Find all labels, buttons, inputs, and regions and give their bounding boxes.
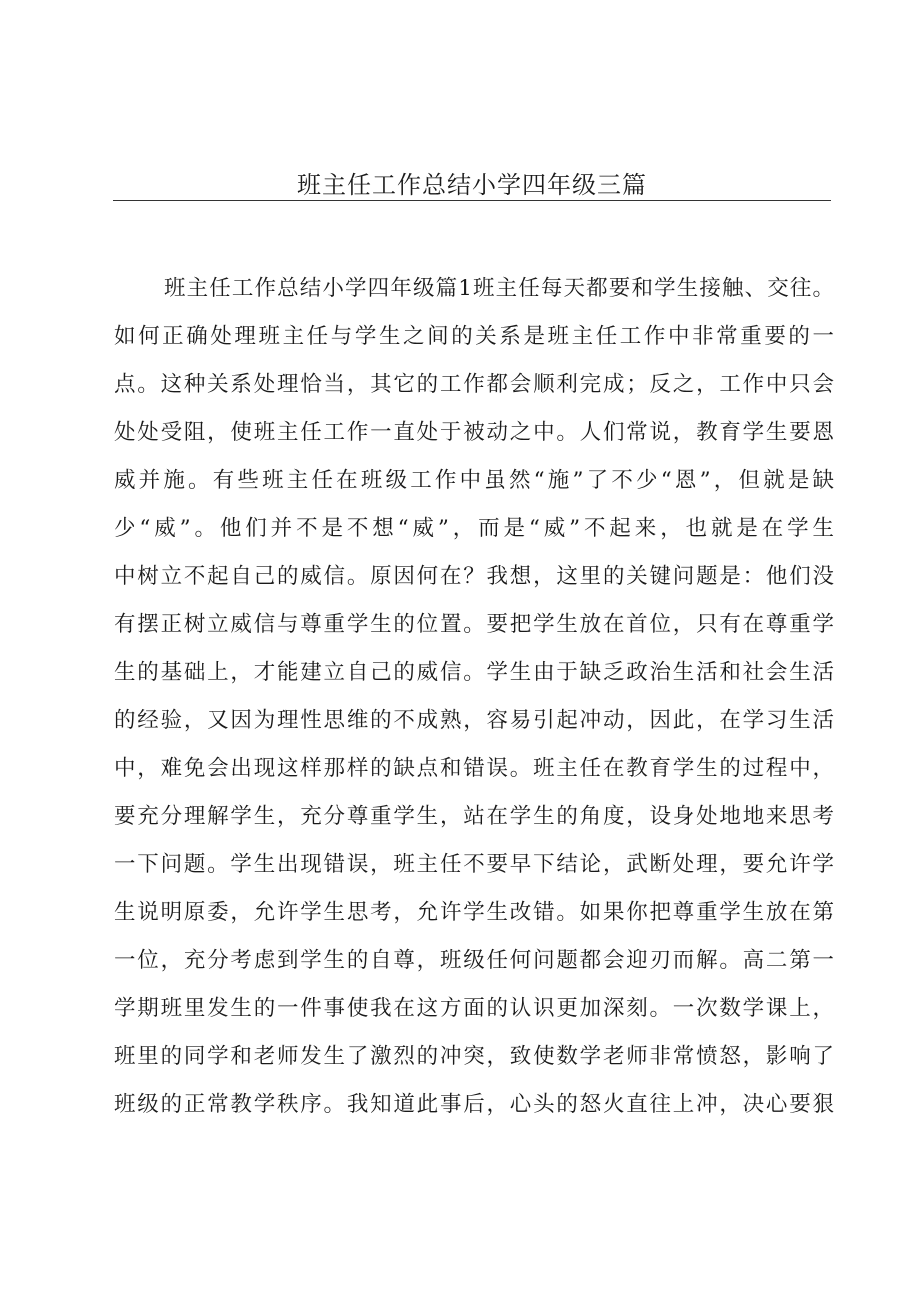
text-line: 中树立不起自己的威信。原因何在？我想，这里的关键问题是：他们没 [114, 564, 834, 589]
text-line: 一下问题。学生出现错误，班主任不要早下结论，武断处理，要允许学 [114, 852, 834, 877]
text-line: 要充分理解学生，充分尊重学生，站在学生的角度，设身处地地来思考 [114, 804, 834, 829]
text-line: 班级的正常教学秩序。我知道此事后，心头的怒火直往上冲，决心要狠 [114, 1092, 834, 1117]
text-line: 一位，充分考虑到学生的自尊，班级任何问题都会迎刃而解。高二第一 [114, 948, 834, 973]
text-line: 的经验，又因为理性思维的不成熟，容易引起冲动，因此，在学习生活 [114, 708, 834, 733]
text-line: 生说明原委，允许学生思考，允许学生改错。如果你把尊重学生放在第 [114, 900, 834, 925]
text-line: 学期班里发生的一件事使我在这方面的认识更加深刻。一次数学课上， [114, 996, 834, 1021]
text-line: 点。这种关系处理恰当，其它的工作都会顺利完成；反之，工作中只会 [114, 372, 834, 397]
text-line: 如何正确处理班主任与学生之间的关系是班主任工作中非常重要的一 [114, 324, 834, 349]
text-line: 处处受阻，使班主任工作一直处于被动之中。人们常说，教育学生要恩 [114, 420, 834, 445]
text-line: 有摆正树立威信与尊重学生的位置。要把学生放在首位，只有在尊重学 [114, 612, 834, 637]
text-line: 班主任工作总结小学四年级篇1班主任每天都要和学生接触、交往。 [164, 276, 834, 301]
text-line: 中，难免会出现这样那样的缺点和错误。班主任在教育学生的过程中， [114, 756, 834, 781]
body-paragraph [114, 272, 834, 1136]
text-line: 少“威”。他们并不是不想“威”，而是“威”不起来，也就是在学生 [114, 516, 834, 541]
text-line: 生的基础上，才能建立自己的威信。学生由于缺乏政治生活和社会生活 [114, 660, 834, 685]
text-line: 威并施。有些班主任在班级工作中虽然“施”了不少“恩”，但就是缺 [114, 468, 834, 493]
text-line: 班里的同学和老师发生了激烈的冲突，致使数学老师非常愤怒，影响了 [114, 1044, 834, 1069]
title-underline [113, 200, 831, 201]
document-title: 班主任工作总结小学四年级三篇 [297, 171, 647, 199]
